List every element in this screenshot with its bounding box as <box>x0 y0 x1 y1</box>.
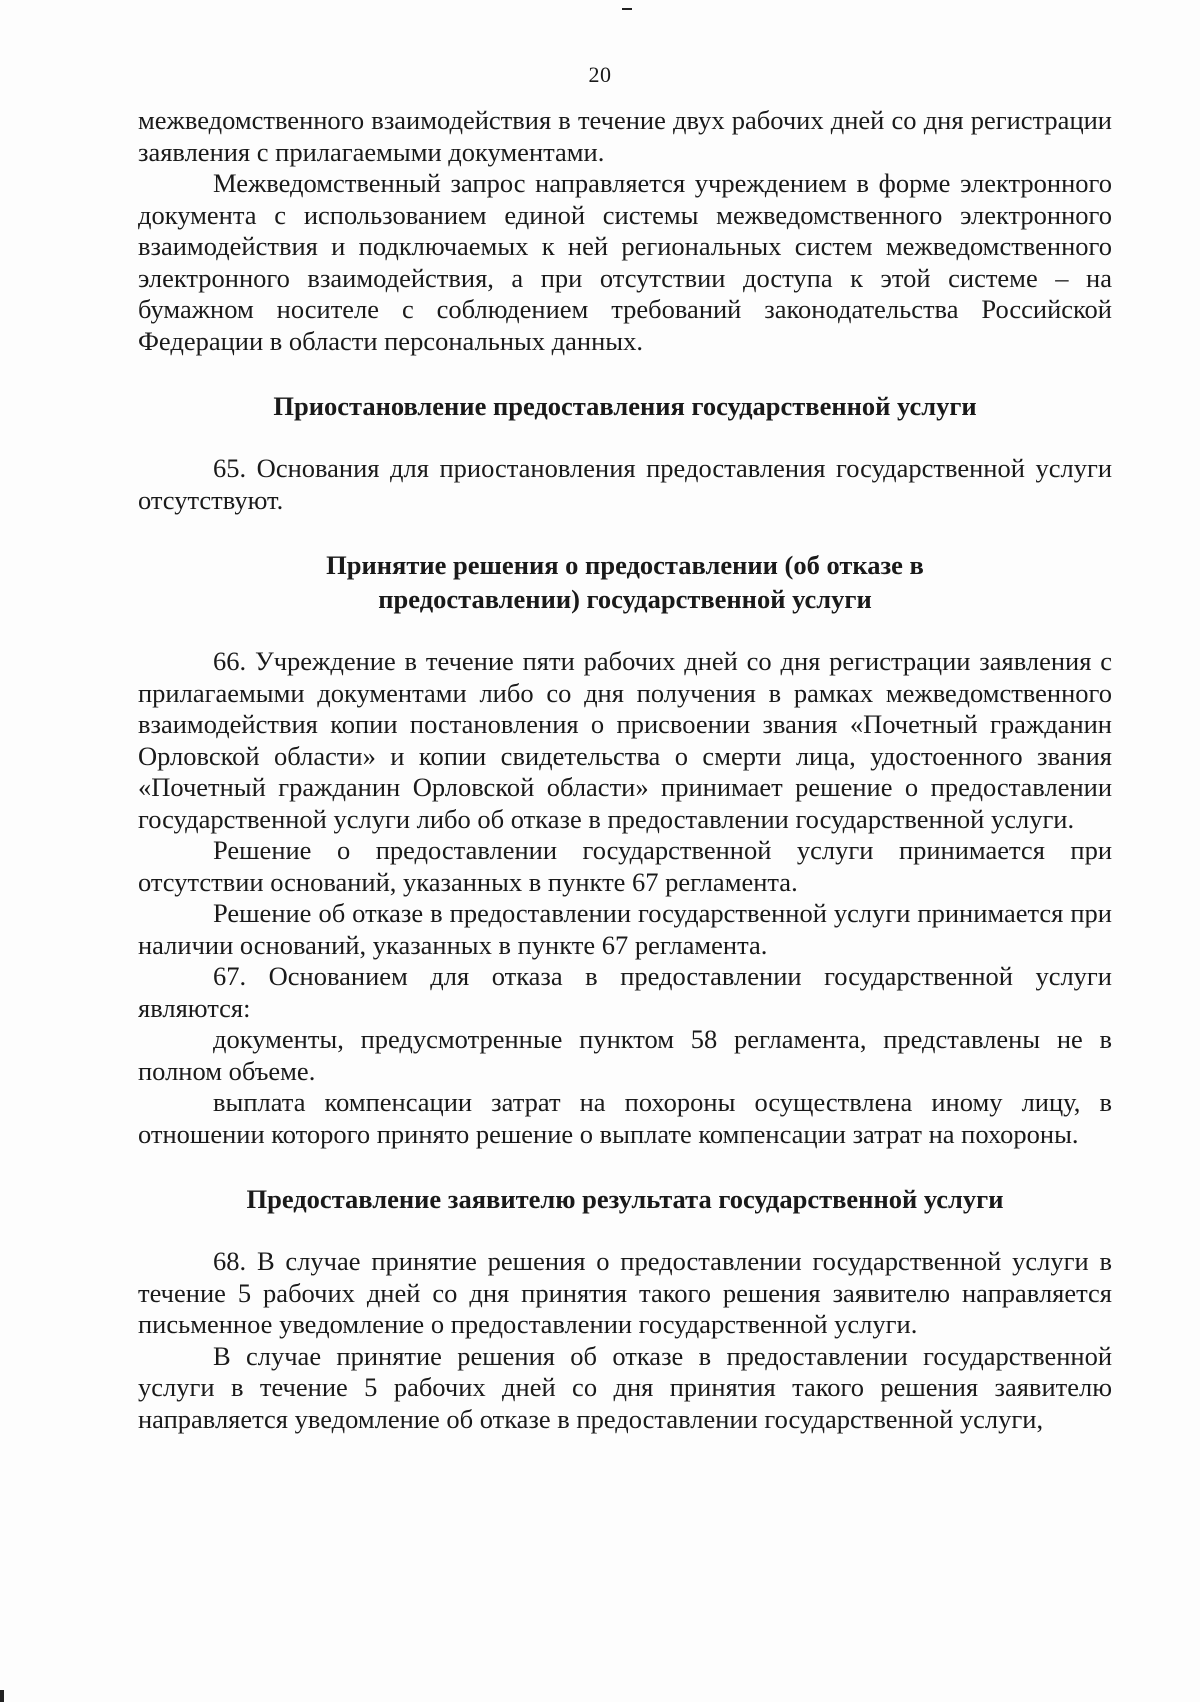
paragraph-refusal-notification: В случае принятие решения об отказе в предоставлении государственной услуги в течение 5 рабочих дней со дня принятия такого решения заявителю направляется уведомление об отказе в предоставлении государственной услуги, <box>138 1340 1112 1434</box>
paragraph-66: 66. Учреждение в течение пяти рабочих дней со дня регистрации заявления с прилагаемыми документами либо со дня получения в рамках межведомственного взаимодействия копии постановления о присвоении звания «Почетный гражданин Орловской области» и копии свидетельства о смерти лица, удостоенного звания «Почетный гражданин Орловской области» принимает решение о предоставлении государственной услуги либо об отказе в предоставлении государственной услуги. <box>138 646 1112 834</box>
scan-artifact-left-edge <box>0 1690 4 1702</box>
paragraph-68: 68. В случае принятие решения о предоставлении государственной услуги в течение 5 рабочих дней со дня принятия такого решения заявителю направляется письменное уведомление о предоставлении государственной услуги. <box>138 1246 1112 1339</box>
paragraph-67: 67. Основанием для отказа в предоставлении государственной услуги являются: <box>138 961 1112 1023</box>
paragraph-continuation: межведомственного взаимодействия в течение двух рабочих дней со дня регистрации заявления с прилагаемыми документами. <box>138 105 1112 167</box>
page-number: 20 <box>588 62 612 87</box>
section-heading-suspension: Приостановление предоставления государственной услуги <box>273 391 977 421</box>
document-body <box>138 105 1112 1435</box>
scan-artifact-top <box>622 8 632 10</box>
section-heading-decision: Принятие решения о предоставлении (об отказе в предоставлении) государственной услуги <box>326 550 924 614</box>
paragraph-refusal-reason-documents: документы, предусмотренные пунктом 58 регламента, представлены не в полном объеме. <box>138 1024 1112 1086</box>
paragraph-65: 65. Основания для приостановления предоставления государственной услуги отсутствуют. <box>138 453 1112 515</box>
paragraph-refusal-reason-compensation: выплата компенсации затрат на похороны осуществлена иному лицу, в отношении которого принято решение о выплате компенсации затрат на похороны. <box>138 1087 1112 1149</box>
paragraph-interagency-request: Межведомственный запрос направляется учреждением в форме электронного документа с использованием единой системы межведомственного электронного взаимодействия и подключаемых к ней региональных систем межведомственного электронного взаимодействия, а при отсутствии доступа к этой системе – на бумажном носителе с соблюдением требований законодательства Российской Федерации в области персональных данных. <box>138 168 1112 356</box>
section-heading-result: Предоставление заявителю результата государственной услуги <box>246 1184 1004 1214</box>
paragraph-decision-grant: Решение о предоставлении государственной услуги принимается при отсутствии оснований, указанных в пункте 67 регламента. <box>138 835 1112 897</box>
paragraph-decision-refusal: Решение об отказе в предоставлении государственной услуги принимается при наличии оснований, указанных в пункте 67 регламента. <box>138 898 1112 960</box>
